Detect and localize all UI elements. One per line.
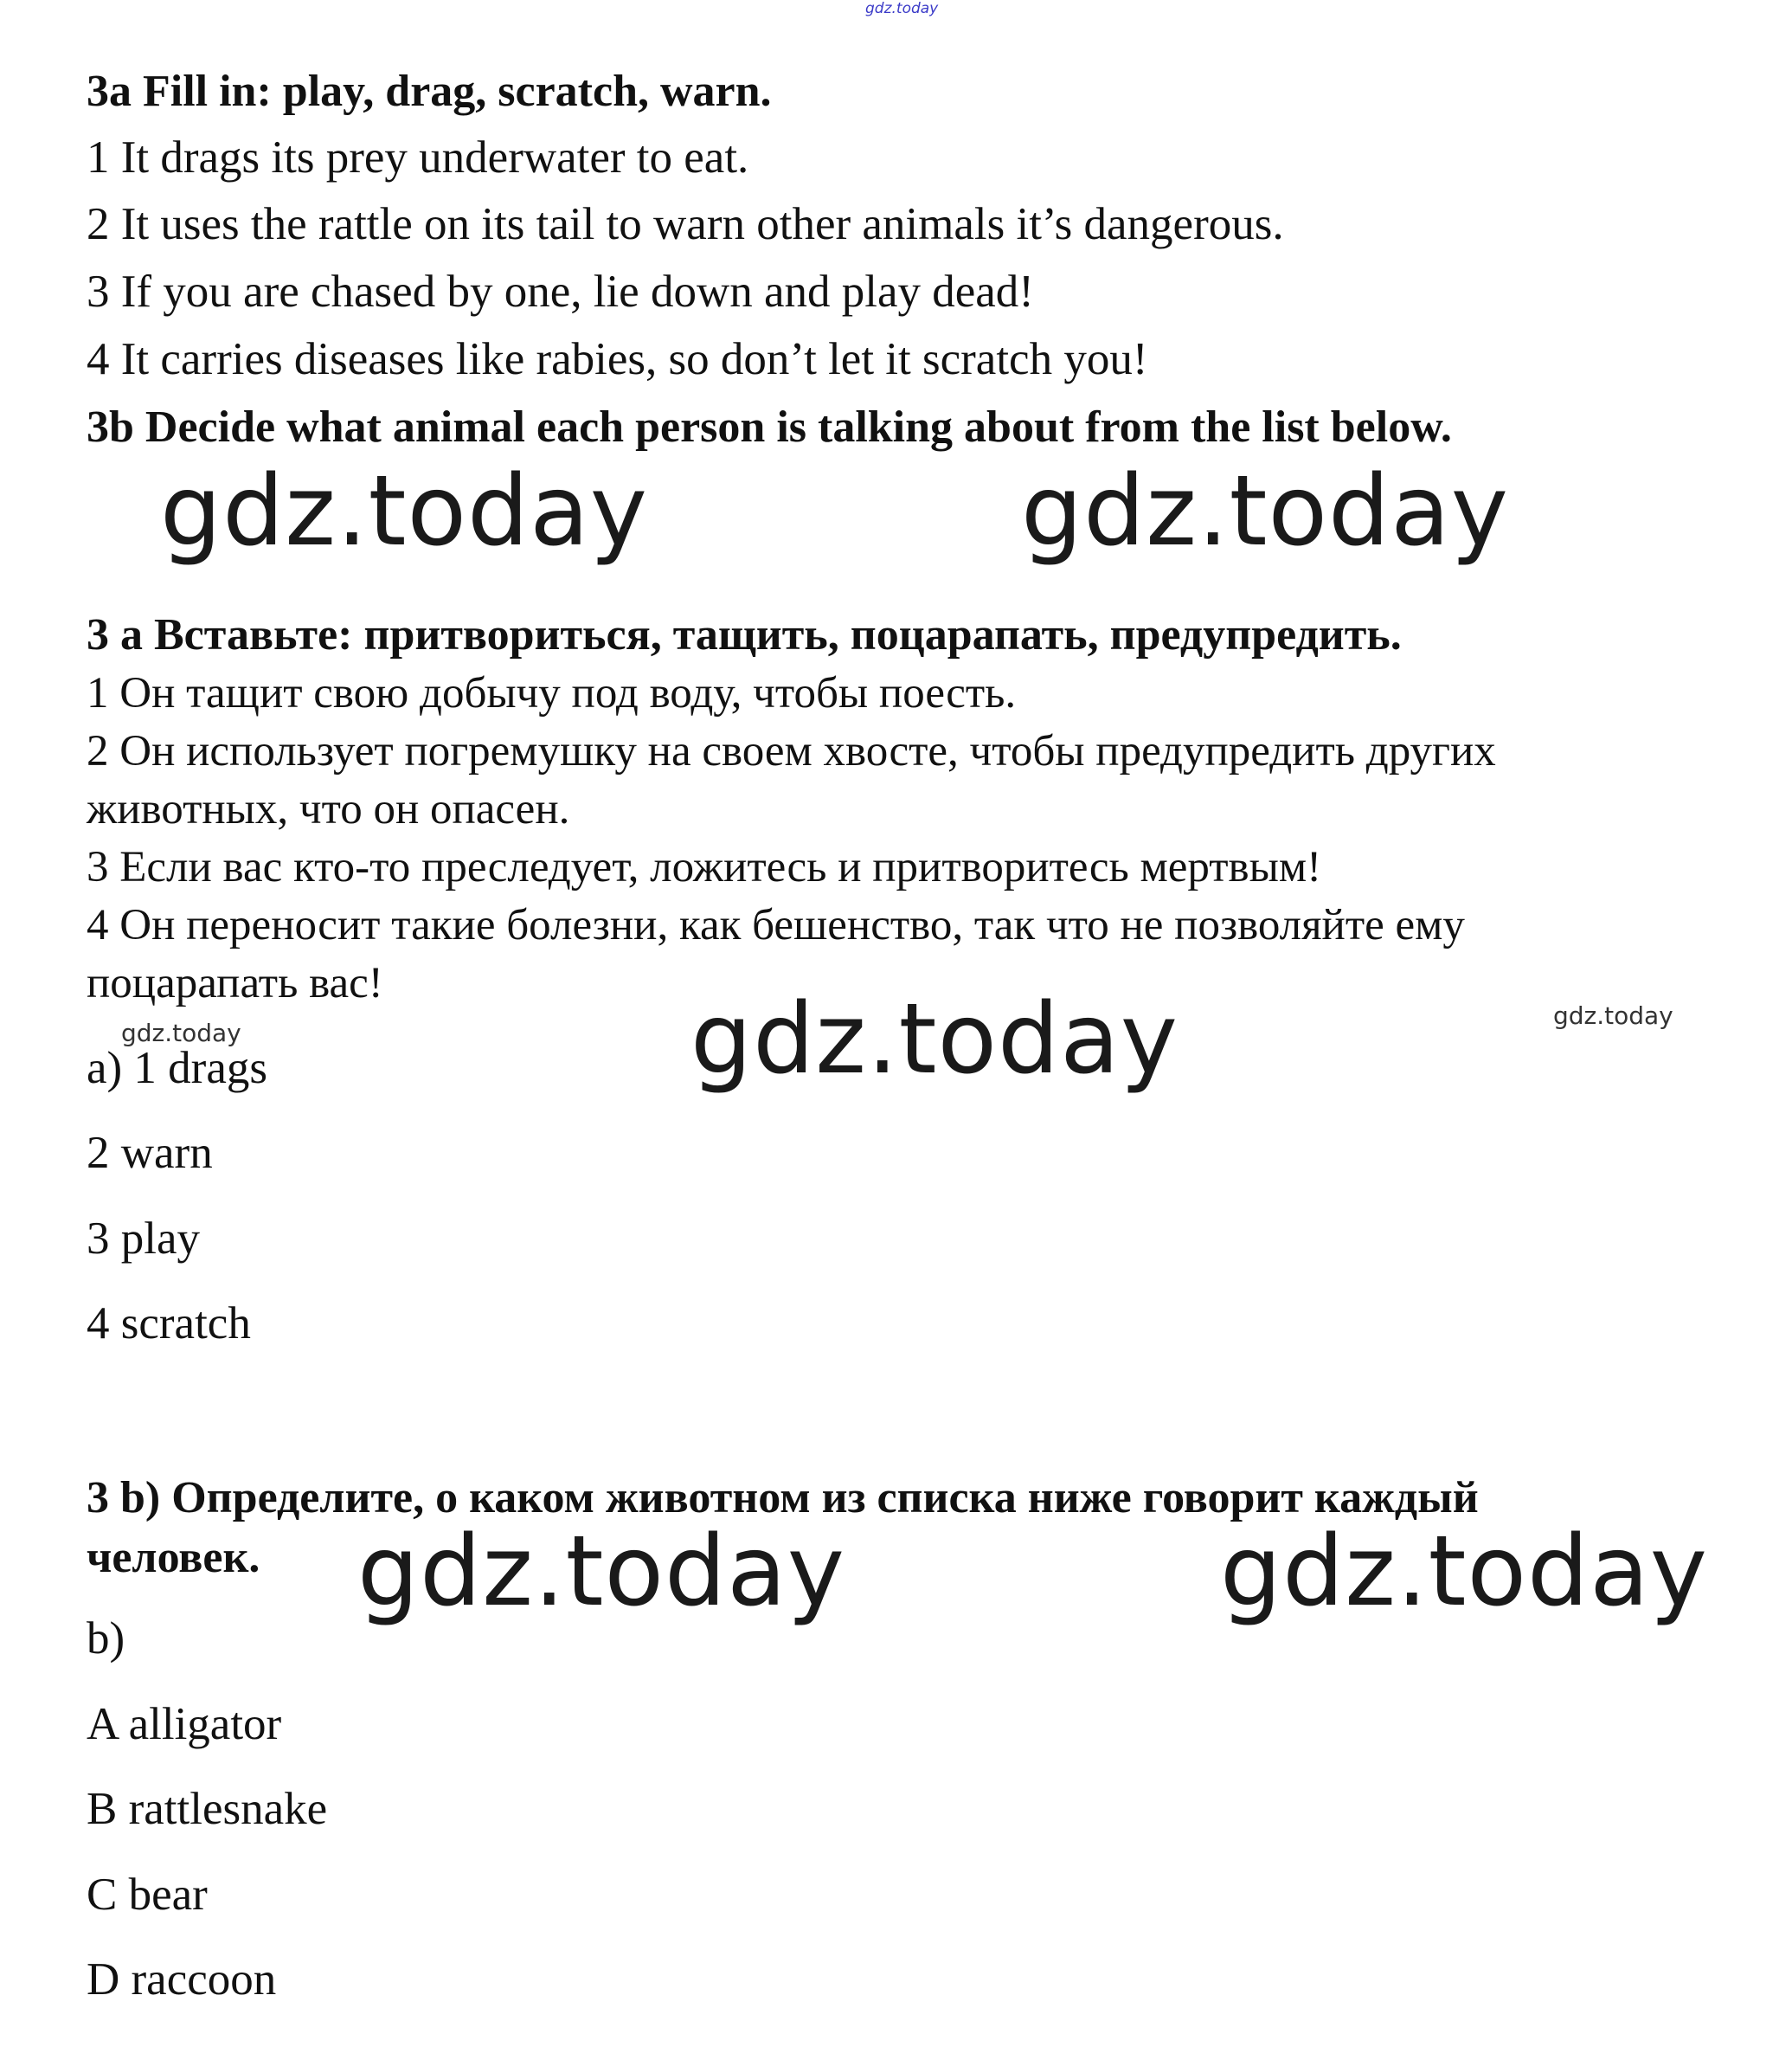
- heading-3a-en: 3a Fill in: play, drag, scratch, warn.: [87, 67, 772, 116]
- heading-3a-ru: 3 а Вставьте: притвориться, тащить, поцарапать, предупредить.: [87, 610, 1402, 660]
- en-item-2: 2 It uses the rattle on its tail to warn other animals it’s dangerous.: [87, 199, 1284, 249]
- animal-option-c: C bear: [87, 1870, 208, 1920]
- answer-a-3: 3 play: [87, 1213, 200, 1264]
- animal-option-d: D raccoon: [87, 1954, 277, 2005]
- heading-3b-en: 3b Decide what animal each person is talking about from the list below.: [87, 402, 1452, 452]
- heading-3b-ru-line-2: человек.: [87, 1533, 260, 1582]
- en-item-1: 1 It drags its prey underwater to eat.: [87, 132, 749, 183]
- watermark-small: gdz.today: [121, 1019, 241, 1047]
- ru-line-6: поцарапать вас!: [87, 959, 383, 1007]
- ru-line-4: 3 Если вас кто-то преследует, ложитесь и притворитесь мертвым!: [87, 843, 1322, 891]
- watermark-large: gdz.today: [160, 455, 649, 568]
- en-item-4: 4 It carries diseases like rabies, so don’t let it scratch you!: [87, 334, 1148, 384]
- ru-line-5: 4 Он переносит такие болезни, как бешенство, так что не позволяйте ему: [87, 901, 1465, 949]
- heading-3b-ru-line-1: 3 b) Определите, о каком животном из списка ниже говорит каждый: [87, 1473, 1479, 1522]
- ru-line-2: 2 Он использует погремушку на своем хвосте, чтобы предупредить других: [87, 727, 1496, 776]
- answer-a-4: 4 scratch: [87, 1298, 251, 1348]
- ru-line-3: животных, что он опасен.: [87, 785, 570, 833]
- answer-b-label: b): [87, 1613, 125, 1664]
- answer-a-1: a) 1 drags: [87, 1043, 267, 1093]
- watermark-top: gdz.today: [865, 0, 939, 17]
- watermark-large: gdz.today: [1220, 1516, 1709, 1628]
- watermark-small: gdz.today: [1553, 1001, 1673, 1030]
- watermark-large: gdz.today: [1021, 455, 1510, 568]
- animal-option-b: B rattlesnake: [87, 1784, 328, 1834]
- watermark-large: gdz.today: [690, 983, 1179, 1096]
- animal-option-a: A alligator: [87, 1699, 282, 1749]
- answer-a-2: 2 warn: [87, 1128, 213, 1178]
- en-item-3: 3 If you are chased by one, lie down and play dead!: [87, 267, 1034, 317]
- ru-line-1: 1 Он тащит свою добычу под воду, чтобы поесть.: [87, 669, 1017, 718]
- watermark-large: gdz.today: [357, 1516, 846, 1628]
